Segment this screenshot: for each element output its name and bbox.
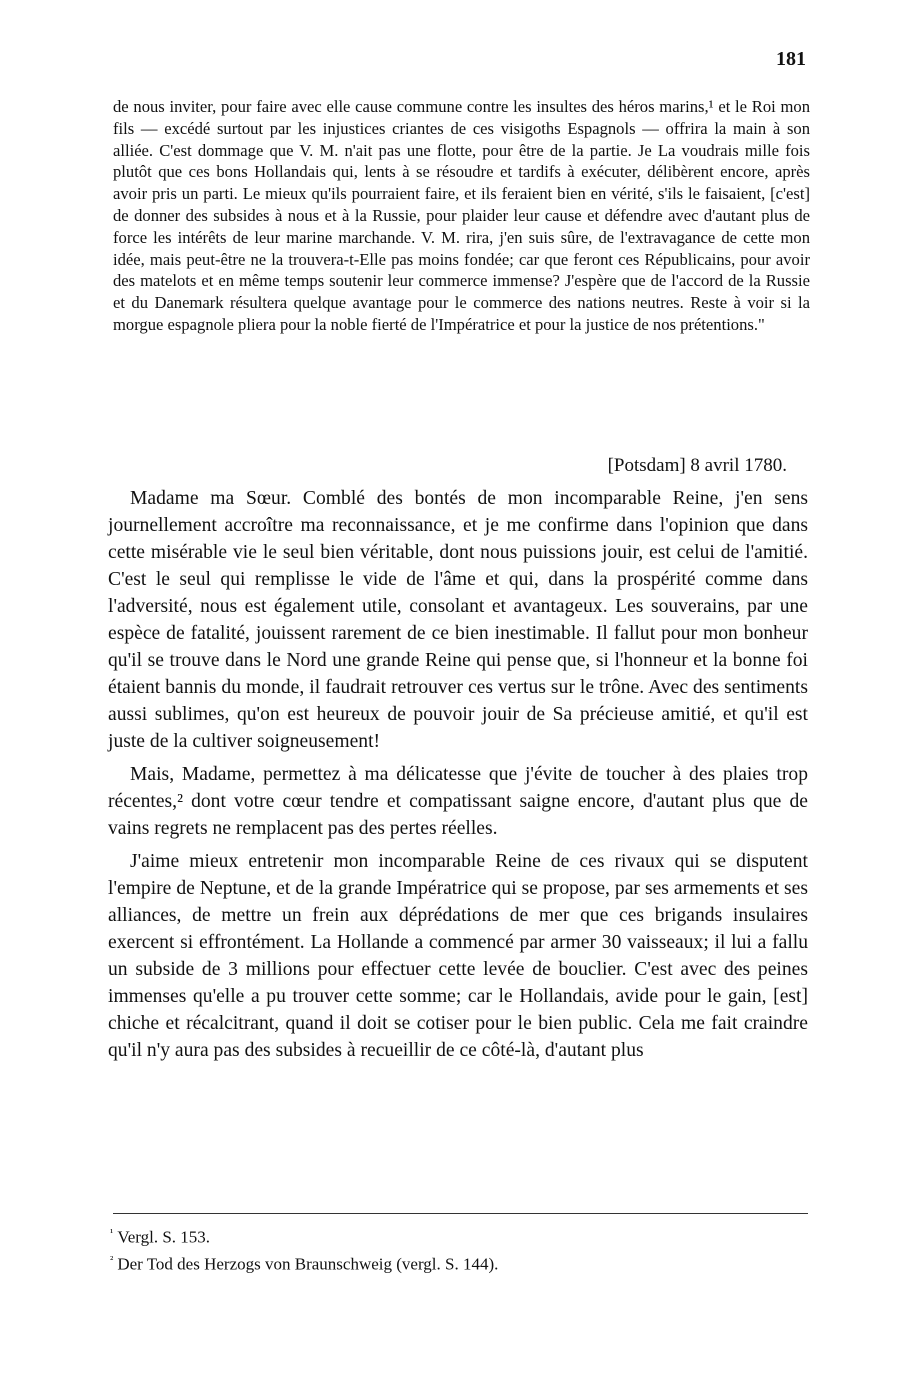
footnote — [110, 1249, 498, 1276]
letter-dateline: [Potsdam] 8 avril 1780. — [607, 455, 787, 476]
body-paragraph: Madame ma Sœur. Comblé des bontés de mon incomparable Reine, j'en sens journellement accroître ma reconnaissance, et je me confirme dans l'opinion que dans cette misérable vie le seul bien véritable, dont nous puissions jouir, est celui de l'amitié. C'est le seul qui remplisse le vide de l'âme et qui, dans la prospérité comme dans l'adversité, nous est également utile, consolant et avantageux. Les souverains, par une espèce de fatalité, jouissent rarement de ce bien inestimable. Il fallut pour mon bonheur qu'il se trouve dans le Nord une grande Reine qui pense que, si l'honneur et la bonne foi étaient bannis du monde, il faudrait retrouver ces vertus sur le trône. Avec des sentiments aussi sublimes, qu'on est heureux de pouvoir jouir de Sa précieuse amitié, et qu'il est juste de la cultiver soigneusement! — [108, 488, 808, 752]
footnote — [110, 1222, 498, 1249]
footnote-marker: ¹ — [110, 1227, 114, 1239]
body-paragraph: J'aime mieux entretenir mon incomparable Reine de ces rivaux qui se disputent l'empire de Neptune, et de la grande Impératrice qui se propose, par ses armements et ses alliances, de mettre un frein aux déprédations de mer que ces brigands insulaires exercent si effrontément. La Hollande a commencé par armer 30 vaisseaux; il lui a fallu un subside de 3 millions pour effectuer cette levée de bouclier. C'est avec des peines immenses qu'elle a pu trouver cette somme; car le Hollandais, avide pour le gain, [est] chiche et récalcitrant, quand il doit se cotiser pour le bien public. Cela me fait craindre qu'il n'y aura pas des subsides à recueillir de ce côté-là, d'autant plus — [108, 851, 808, 1061]
letter-body — [108, 485, 808, 1070]
footnote-marker: ² — [110, 1253, 114, 1266]
footnote-text: Der Tod des Herzogs von Braunschweig (vergl. S. 144). — [117, 1254, 499, 1274]
page-number: 181 — [776, 48, 806, 70]
footnote-text: Vergl. S. 153. — [117, 1227, 211, 1247]
quoted-letter-paragraph: de nous inviter, pour faire avec elle cause commune contre les insultes des héros marins,¹ et le Roi mon fils — excédé surtout par les injustices criantes de ces visigoths Espagnols — offrira la main à son alliée. C'est dommage que V. M. n'ait pas une flotte, pour être de la partie. Je La voudrais mille fois plutôt que ces bons Hollandais qui, lents à se résoudre et tardifs à exécuter, délibèrent encore, après avoir pris un parti. Le mieux qu'ils pourraient faire, et ils feraient bien en vérité, s'ils le faisaient, [c'est] de donner des subsides à nous et à la Russie, pour plaider leur cause et défendre avec d'autant plus de force les intérêts de leur marine marchande. V. M. rira, j'en suis sûre, de l'extravagance de cette mon idée, mais peut-être ne la trouvera-t-Elle pas moins fondée; car que feront ces Républicains, pour avoir des matelots et en même temps soutenir leur commerce immense? J'espère que de l'accord de la Russie et du Danemark résultera quelque avantage pour le commerce des nations neutres. Reste à voir si la morgue espagnole pliera pour la noble fierté de l'Impératrice et pour la justice de nos prétentions." — [113, 97, 810, 334]
body-paragraph: Mais, Madame, permettez à ma délicatesse que j'évite de toucher à des plaies trop récentes,² dont votre cœur tendre et compatissant saigne encore, d'autant plus que de vains regrets ne remplacent pas des pertes réelles. — [108, 764, 808, 839]
footnote-divider — [113, 1213, 808, 1214]
footnotes — [110, 1222, 498, 1275]
